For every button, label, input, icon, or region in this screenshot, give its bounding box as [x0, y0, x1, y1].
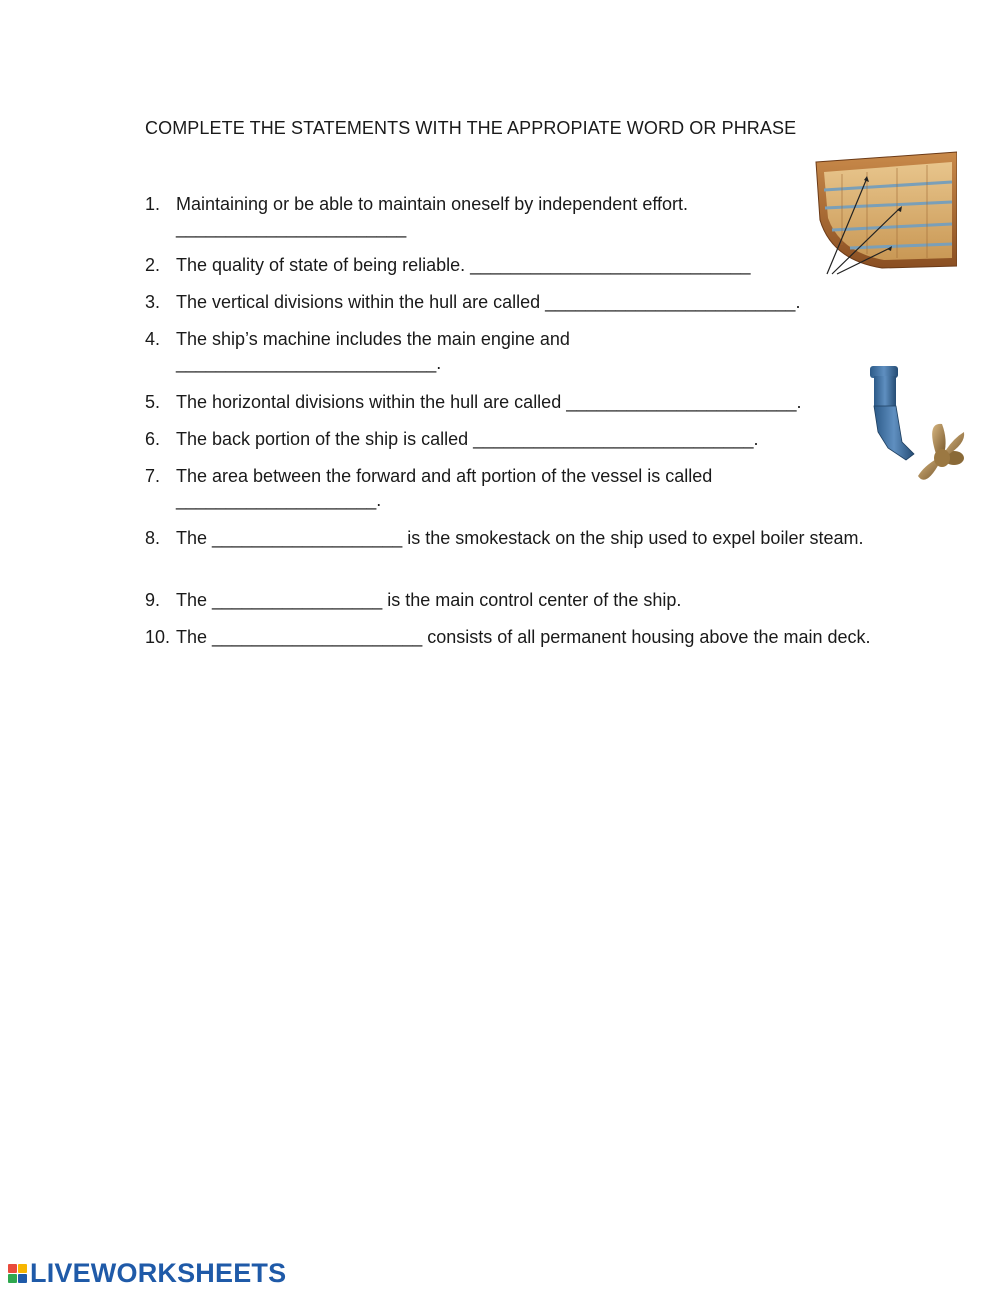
question-text: The ship’s machine includes the main engine and __________________________. [176, 329, 570, 373]
question-number: 2. [145, 255, 161, 275]
question-number: 10. [145, 627, 171, 647]
question-text: The ___________________ is the smokestack on the ship used to expel boiler steam. [176, 528, 864, 548]
question-number: 6. [145, 429, 161, 449]
question-2 [145, 253, 885, 277]
question-10 [145, 625, 885, 649]
question-1 [145, 192, 885, 240]
question-text: The area between the forward and aft portion of the vessel is called ____________________. [176, 466, 713, 510]
logo-square-green [8, 1274, 17, 1283]
question-number: 5. [145, 392, 161, 412]
question-number: 1. [145, 194, 161, 214]
logo-square-yellow [18, 1264, 27, 1273]
propeller-image [866, 362, 966, 490]
question-number: 7. [145, 466, 161, 486]
liveworksheets-logo[interactable] [8, 1258, 286, 1289]
question-text: The _____________________ consists of all permanent housing above the main deck. [176, 627, 871, 647]
question-5 [145, 390, 885, 414]
question-7 [145, 464, 885, 512]
question-8 [145, 526, 885, 550]
ship-hull-image [812, 150, 957, 276]
question-text: The quality of state of being reliable. ____________________________ [176, 255, 751, 275]
question-number: 4. [145, 329, 161, 349]
logo-square-red [8, 1264, 17, 1273]
question-text: Maintaining or be able to maintain oneself by independent effort. _______________________ [176, 194, 689, 238]
logo-icon [8, 1264, 27, 1283]
question-text: The back portion of the ship is called ____________________________. [176, 429, 759, 449]
question-text: The vertical divisions within the hull are called _________________________. [176, 292, 801, 312]
question-number: 8. [145, 528, 161, 548]
question-6 [145, 427, 885, 451]
question-9 [145, 588, 885, 612]
brand-name: LIVEWORKSHEETS [30, 1258, 287, 1288]
question-number: 3. [145, 292, 161, 312]
logo-square-blue [18, 1274, 27, 1283]
question-text: The _________________ is the main control center of the ship. [176, 590, 682, 610]
worksheet-title: COMPLETE THE STATEMENTS WITH THE APPROPIATE WORD OR PHRASE [145, 118, 797, 138]
question-number: 9. [145, 590, 161, 610]
question-3 [145, 290, 885, 314]
question-text: The horizontal divisions within the hull are called _______________________. [176, 392, 802, 412]
question-4 [145, 327, 885, 375]
